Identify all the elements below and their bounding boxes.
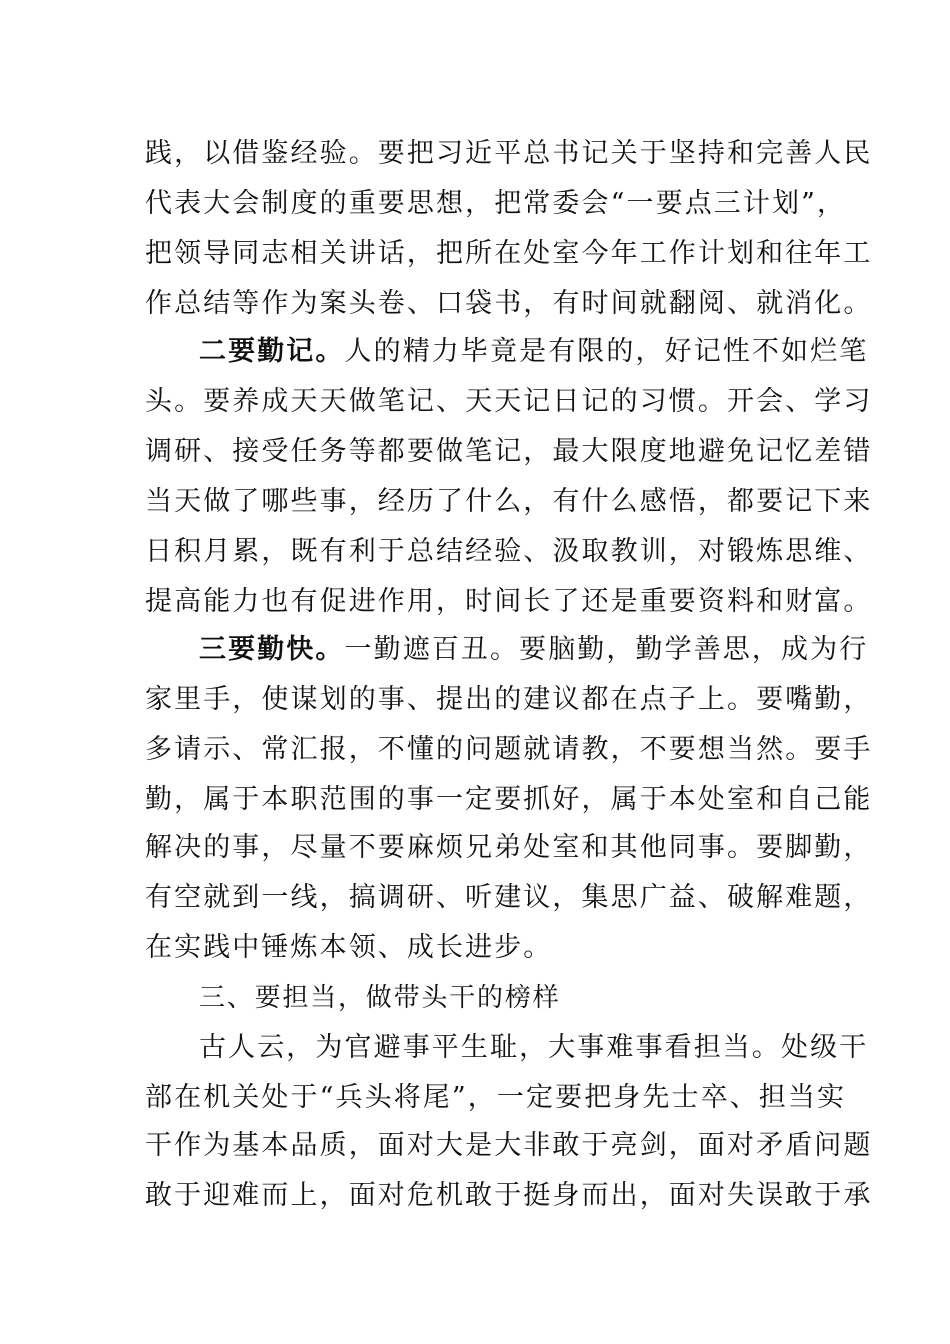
paragraph-first-line: [199, 630, 869, 670]
paragraph-line: 头。要养成天天做笔记、天天记日记的习惯。开会、学习: [145, 386, 873, 417]
section-heading: 三、要担当，做带头干的榜样: [199, 983, 561, 1013]
paragraph-line: 家里手，使谋划的事、提出的建议都在点子上。要嘴勤，: [145, 684, 873, 715]
paragraph-line: 当天做了哪些事，经历了什么，有什么感悟，都要记下来: [145, 486, 873, 517]
paragraph-line: 多请示、常汇报，不懂的问题就请教，不要想当然。要手: [145, 734, 873, 765]
paragraph-line: 践，以借鉴经验。要把习近平总书记关于坚持和完善人民: [145, 138, 873, 169]
paragraph-line: 勤，属于本职范围的事一定要抓好，属于本处室和自己能: [145, 784, 873, 815]
paragraph-line: 作总结等作为案头卷、口袋书，有时间就翻阅、就消化。: [145, 288, 873, 319]
paragraph-line: 有空就到一线，搞调研、听建议，集思广益、破解难题，: [145, 882, 873, 913]
paragraph-line: 解决的事，尽量不要麻烦兄弟处室和其他同事。要脚勤，: [145, 832, 873, 863]
paragraph-line: 在实践中锤炼本领、成长进步。: [145, 932, 553, 963]
paragraph-line: 部在机关处于“兵头将尾”，一定要把身先士卒、担当实: [145, 1082, 847, 1113]
paragraph-text: 人的精力毕竟是有限的，好记性不如烂笔: [344, 336, 869, 367]
paragraph-line: 调研、接受任务等都要做笔记，最大限度地避免记忆差错: [145, 436, 873, 467]
paragraph-first-line: [199, 332, 869, 372]
paragraph-line: 代表大会制度的重要思想，把常委会“一要点三计划”，: [145, 188, 847, 219]
paragraph-line: 日积月累，既有利于总结经验、汲取教训，对锻炼思维、: [145, 536, 873, 567]
paragraph-text: 一勤遮百丑。要脑勤，勤学善思，成为行: [344, 634, 869, 665]
paragraph-lead: 二要勤记。: [199, 336, 345, 367]
paragraph-line: 敢于迎难而上，面对危机敢于挺身而出，面对失误敢于承: [145, 1180, 873, 1211]
paragraph-line: 把领导同志相关讲话，把所在处室今年工作计划和往年工: [145, 238, 873, 269]
paragraph-line: 提高能力也有促进作用，时间长了还是重要资料和财富。: [145, 586, 873, 617]
paragraph-line: 干作为基本品质，面对大是大非敢于亮剑，面对矛盾问题: [145, 1130, 873, 1161]
paragraph-first-line: 古人云，为官避事平生耻，大事难事看担当。处级干: [199, 1032, 869, 1063]
paragraph-lead: 三要勤快。: [199, 634, 345, 665]
